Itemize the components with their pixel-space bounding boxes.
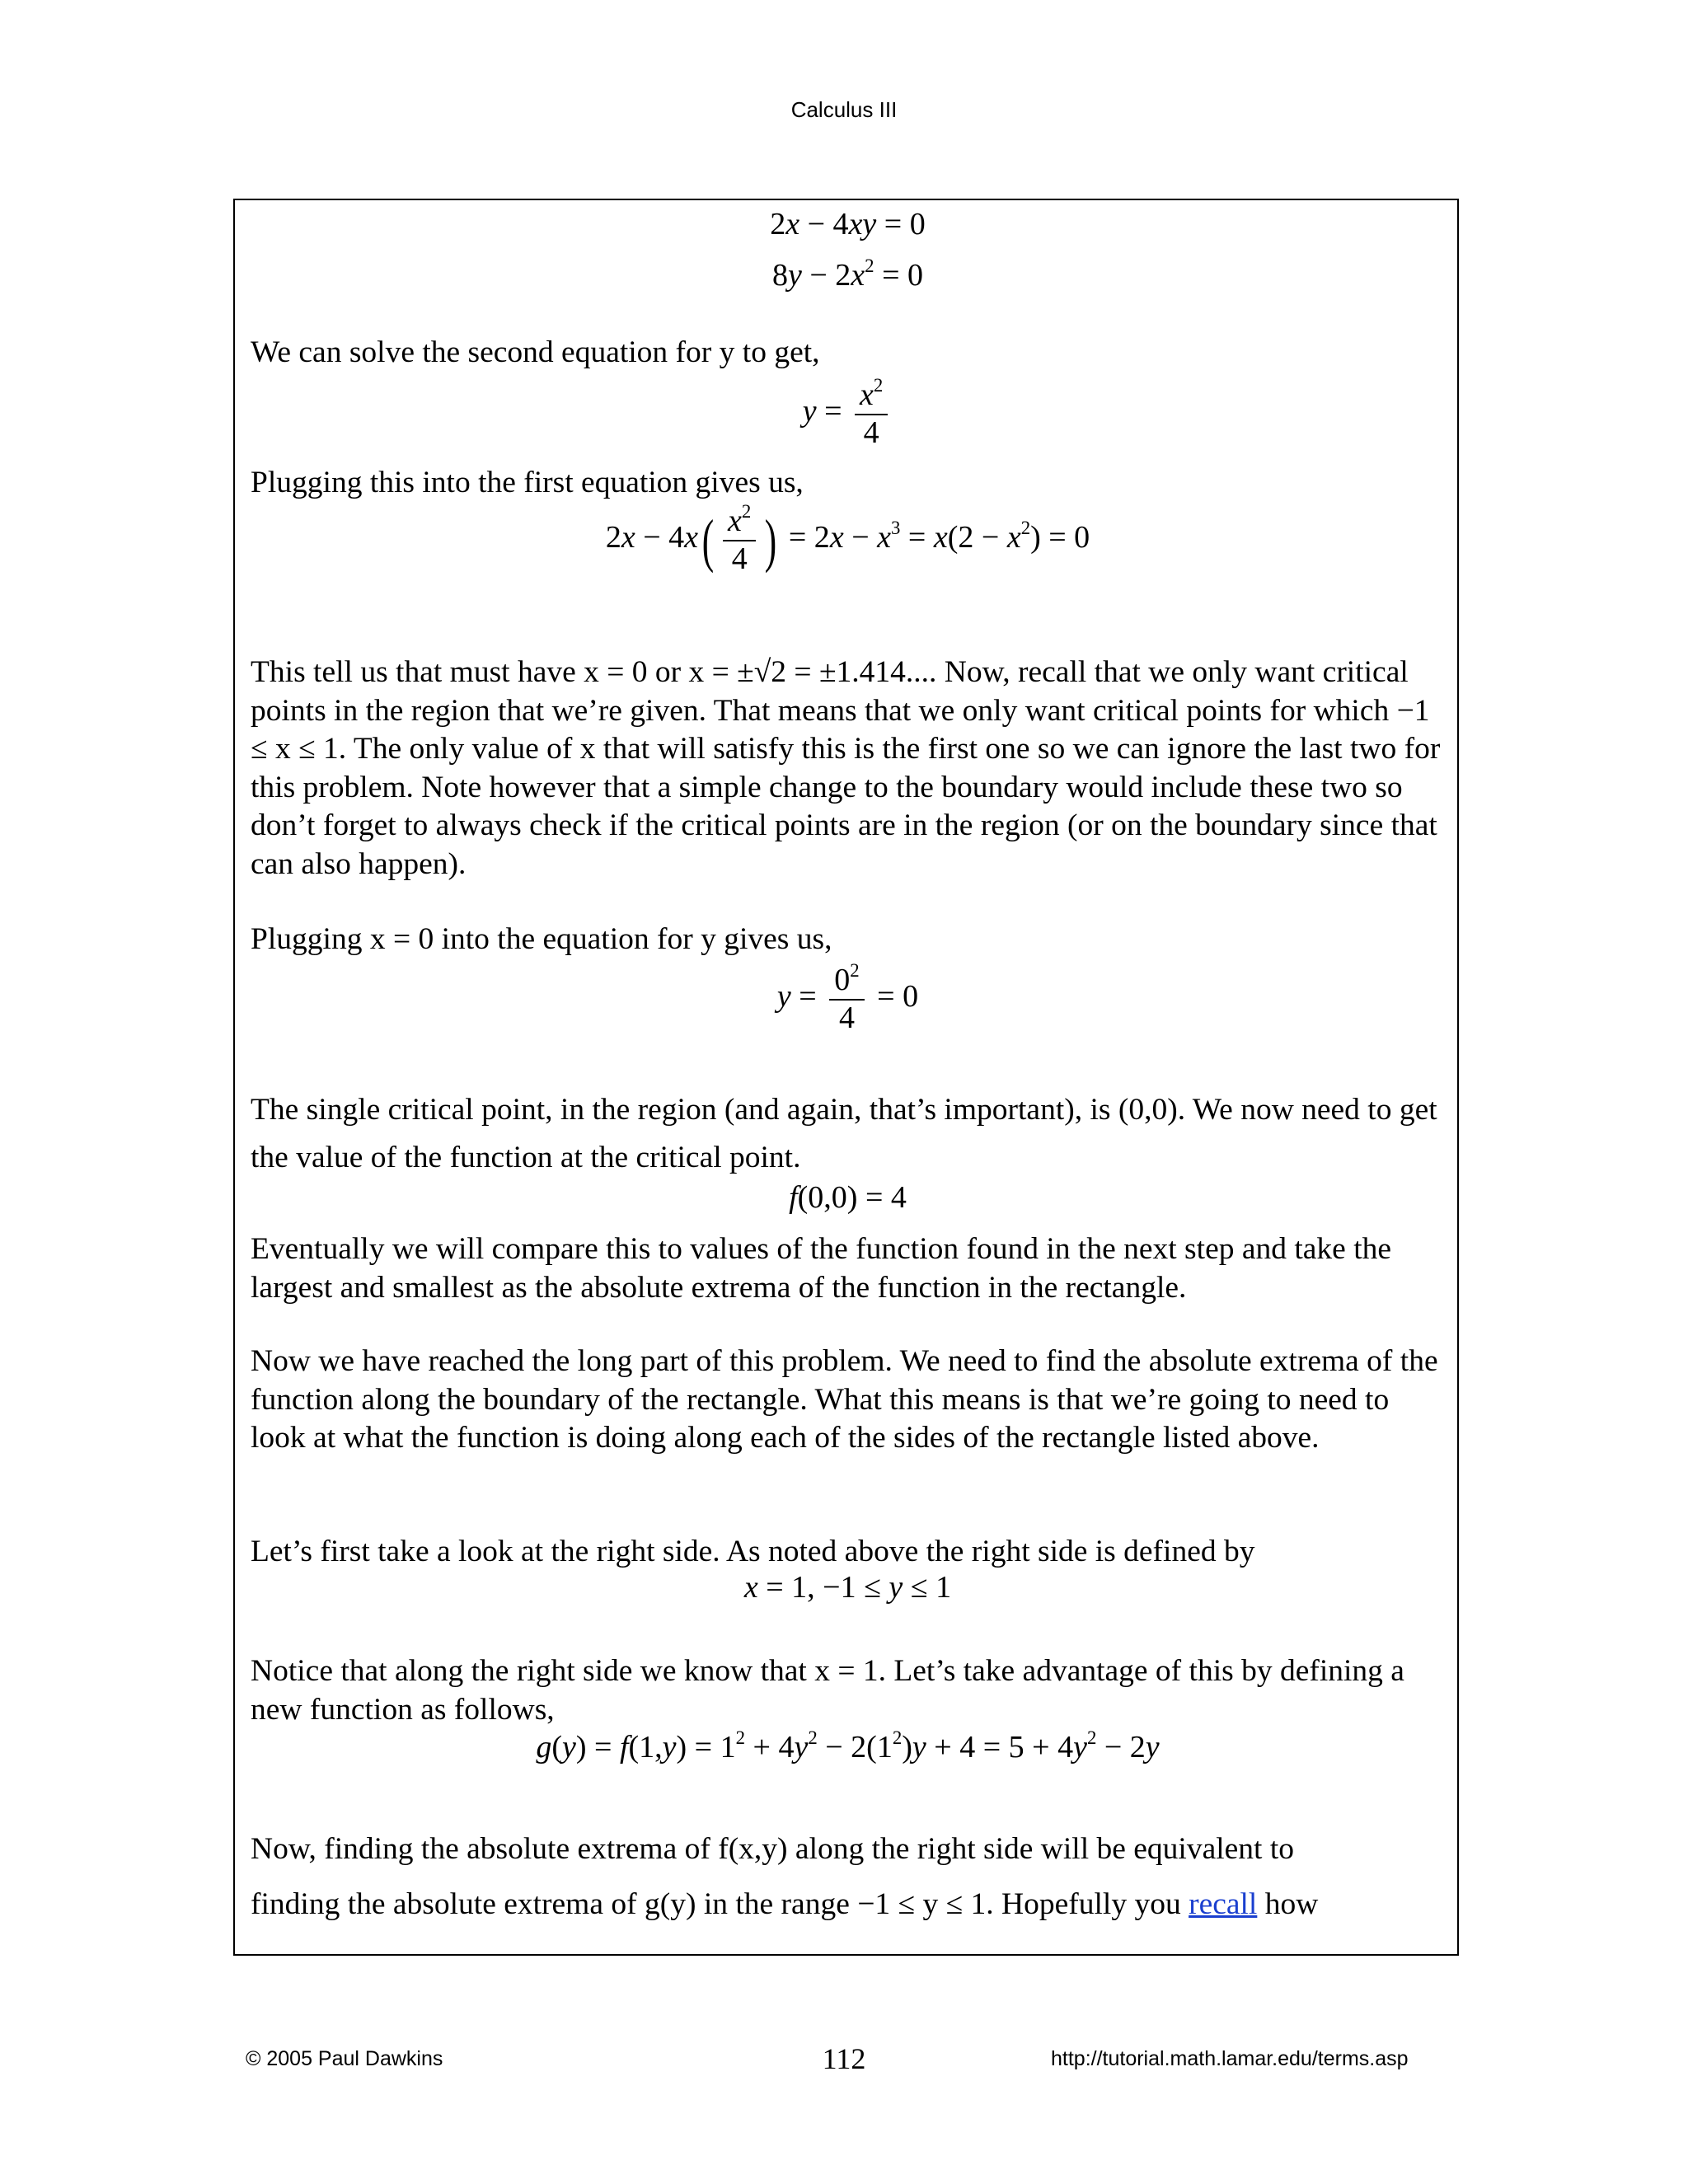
equation-y-equals-zero: y = $\frac{0^2}{4}$ = 0 [776,960,919,1035]
paragraph-plugging-first: Plugging this into the first equation gives us, [251,466,804,499]
paragraph-extrema-line-2-text: finding the absolute extrema of g(y) in the range −1 ≤ y ≤ 1. Hopefully you [251,1887,1181,1921]
paragraph-plugging-x0: Plugging x = 0 into the equation for y gives us, [251,922,832,956]
equation-system-line-2: $8y - 2x^2 = 0$ [771,255,924,293]
paragraph-critical-points-analysis: This tell us that must have x = 0 or x = ±√2 = ±1.414.... Now, recall that we only want critical points in the region that we’re given. That means that we only want critical points for which −1 ≤ x ≤ 1. The only value of x that will satisfy this is the first one so we can ignore the last two for this problem. Note however that a simple change to the boundary would include these two so don’t forget to always check if the critical points are in the region (or on the boundary since that can also happen). [251,655,1441,881]
equation-f-at-origin: f(0,0) = 4 [789,1180,907,1215]
content-box [233,199,1459,1956]
paragraph-extrema-line-1: Now, finding the absolute extrema of f(x,y) along the right side will be equivalent to [251,1832,1294,1866]
equation-g-of-y: $g(y) = f(1,y) = 1^2 + 4y^2 - 2(1^2)y + 4 = 5 + 4y^2 - 2y$ [536,1727,1160,1765]
footer-url: http://tutorial.math.lamar.edu/terms.asp [1051,2047,1409,2070]
paragraph-long-part: Now we have reached the long part of this problem. We need to find the absolute extrema of the function along the boundary of the rectangle. What this means is that we’re going to need to look at what the function is doing along each of the sides of the rectangle listed above. [251,1344,1438,1455]
equation-right-side-definition: x = 1, −1 ≤ y ≤ 1 [743,1570,952,1605]
paragraph-right-side: Let’s first take a look at the right side. As noted above the right side is defined by [251,1535,1255,1568]
equation-system-line-1: 2x − 4xy = 0 [770,207,926,241]
paragraph-extrema-line-2 [251,1884,1446,1925]
paragraph-compare-values: Eventually we will compare this to values of the function found in the next step and take the largest and smallest as the absolute extrema of the function in the rectangle. [251,1232,1392,1305]
page-header: Calculus III [790,97,898,122]
paragraph-single-critical-point: The single critical point, in the region (and again, that’s important), is (0,0). We now need to get the value of the function at the critical point. [251,1093,1437,1174]
footer-copyright: © 2005 Paul Dawkins [246,2047,443,2070]
equation-substitution: 2x − 4x( $\frac{x^2}{4}$ ) = $2x - x^3 = x(2 - x^2) = 0$ [605,501,1090,576]
paragraph-solve-y: We can solve the second equation for y to get, [251,335,820,369]
page-number: 112 [822,2042,866,2075]
paragraph-new-function: Notice that along the right side we know that x = 1. Let’s take advantage of this by defining a new function as follows, [251,1654,1404,1727]
paragraph-extrema-line-2-end: how [1264,1887,1319,1921]
equation-y-equals-x2-over-4: y = $\frac{x^2}{4}$ [235,377,1461,451]
recall-link[interactable]: recall [1189,1887,1258,1921]
